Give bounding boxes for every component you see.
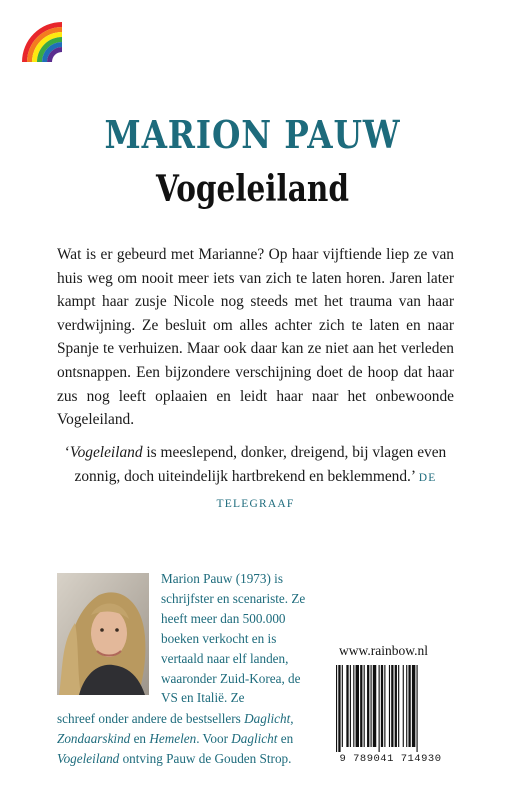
bio-book-title: Vogeleiland xyxy=(57,750,120,766)
barcode-bar xyxy=(373,665,376,747)
barcode-bar xyxy=(417,665,418,752)
quote-book-title: Vogeleiland xyxy=(69,444,143,461)
barcode-bar xyxy=(356,665,359,747)
bio-text: ontving Pauw de Gouden Strop. xyxy=(119,750,292,766)
barcode-bar xyxy=(350,665,351,747)
barcode-bar xyxy=(379,665,380,752)
author-bio-bottom xyxy=(57,709,319,769)
barcode-bar xyxy=(398,665,399,747)
barcode-bar xyxy=(360,665,362,747)
publisher-website: www.rainbow.nl xyxy=(339,643,428,658)
barcode-bar xyxy=(371,665,372,747)
barcode-bar xyxy=(395,665,397,747)
bio-text: en xyxy=(277,730,294,746)
barcode-bar xyxy=(389,665,390,747)
barcode-bar xyxy=(381,665,383,747)
author-name: MARION PAUW xyxy=(104,112,401,157)
book-title: Vogeleiland xyxy=(156,168,349,210)
barcode-bar xyxy=(342,665,343,747)
barcode-bar xyxy=(403,665,404,747)
barcode-bar xyxy=(346,665,348,747)
barcode-bar xyxy=(384,665,385,747)
blurb-text: Wat is er gebeurd met Marianne? Op haar vijftiende liep ze van huis weg om nooit meer iets van zich te laten horen. Jaren later kampt haar zusje Nicole nog steeds met het trauma van haar verdwijning. Ze besluit om alles achter zich te laten en naar Spanje te verhuizen. Maar ook daar kan ze niet aan het verleden ontsnappen. Een bijzondere verschijning doet de hoop dat haar zus nog leeft oplaaien en leidt haar naar het onbewoonde Vogeleiland. xyxy=(57,246,454,429)
quote-source: DE TELEGRAAF xyxy=(216,471,437,510)
author-bio-top: Marion Pauw (1973) is schrijfster en scenariste. Ze heeft meer dan 500.000 boeken verkocht en is vertaald naar elf landen, waaronder Zuid-Korea, de VS en Italië. Ze xyxy=(161,571,306,706)
bio-text: en xyxy=(130,730,150,746)
author-photo xyxy=(57,573,149,695)
quote-text: is meeslepend, donker, dreigend, bij vlagen even zonnig, doch uiteindelijk hartbrekend en beklemmend.’ xyxy=(74,444,447,485)
bio-text: , xyxy=(290,711,294,726)
review-quote xyxy=(57,441,454,516)
rainbow-logo-icon xyxy=(20,20,64,64)
barcode-bar xyxy=(406,665,407,747)
barcode-bar xyxy=(408,665,410,747)
barcode-bar xyxy=(336,665,337,752)
quote-open: ‘ xyxy=(64,444,70,461)
isbn-barcode xyxy=(334,665,447,752)
barcode-bar xyxy=(412,665,415,747)
bio-book-title: Daglicht xyxy=(244,711,291,726)
barcode-bar xyxy=(353,665,354,747)
bio-book-title: Hemelen xyxy=(149,730,197,746)
bio-book-title: Zondaarskind xyxy=(57,730,131,746)
barcode-bar xyxy=(364,665,365,747)
bio-book-title: Daglicht xyxy=(231,730,278,746)
isbn-number: 9 789041 714930 xyxy=(339,753,442,765)
bio-text: schreef onder andere de bestsellers xyxy=(57,711,245,726)
barcode-bar xyxy=(367,665,369,747)
barcode-bar xyxy=(391,665,393,747)
bio-text: . Voor xyxy=(196,730,232,746)
barcode-bar xyxy=(338,665,340,752)
